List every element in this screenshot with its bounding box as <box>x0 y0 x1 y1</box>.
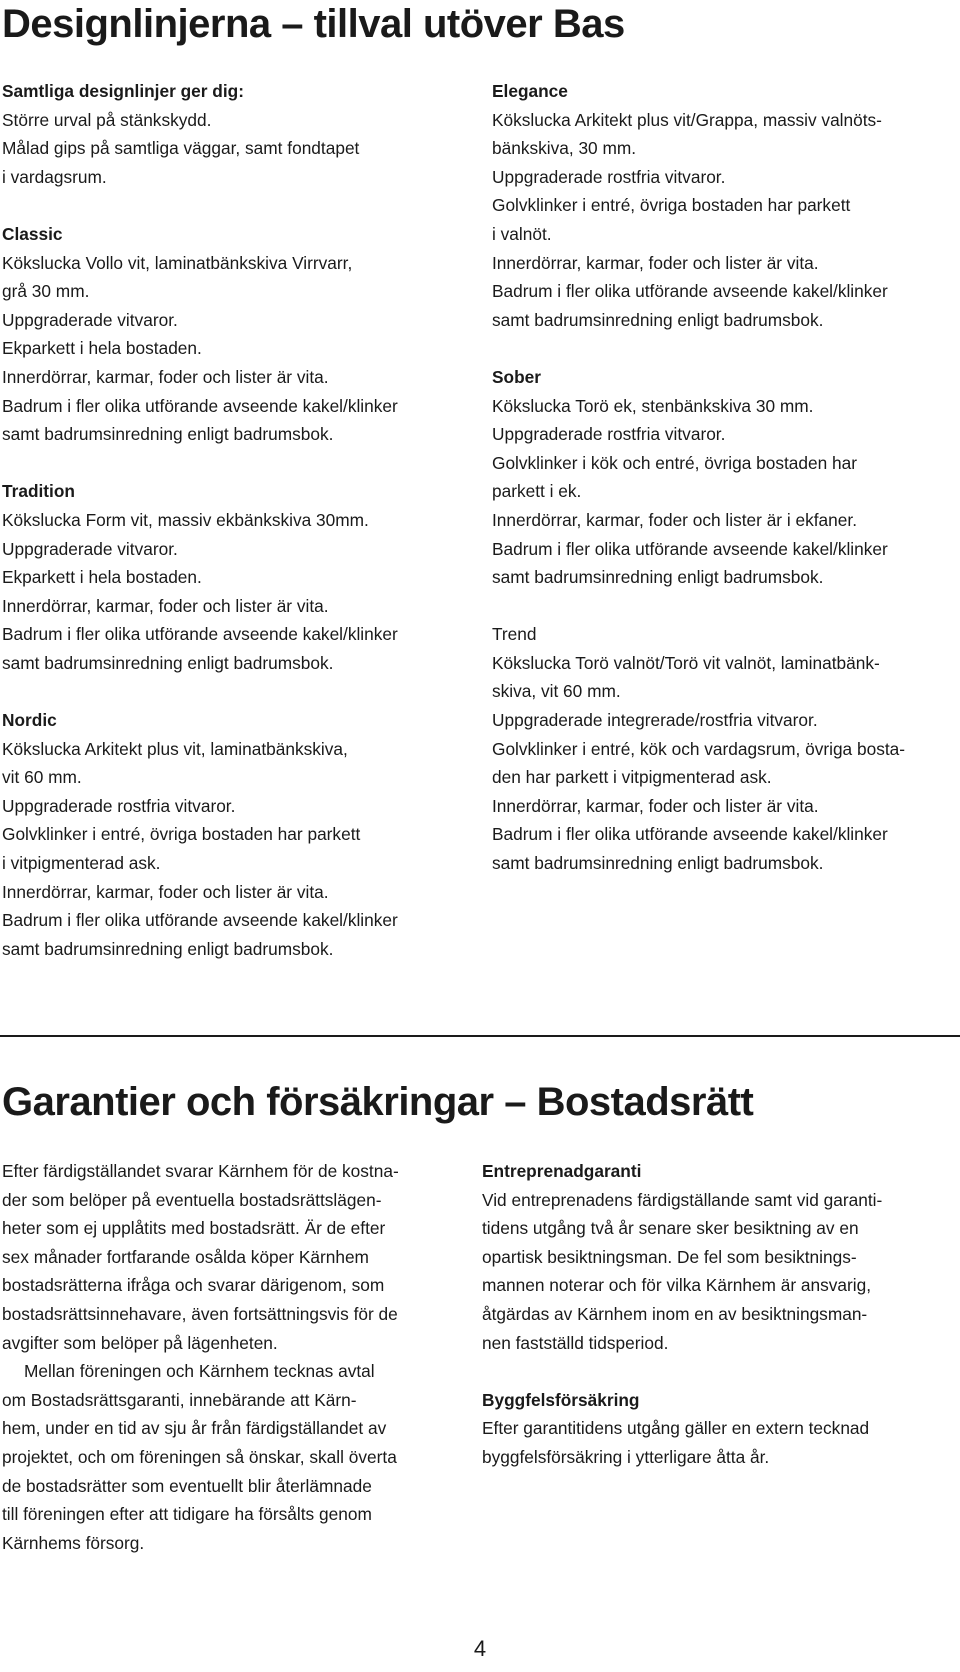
section-line: Badrum i fler olika utförande avseende kakel/klinker <box>2 910 398 931</box>
section-entreprenadgaranti <box>482 1157 942 1357</box>
section-line: Innerdörrar, karmar, foder och lister är vita. <box>492 252 819 273</box>
section-nordic <box>2 706 462 963</box>
section-line: samt badrumsinredning enligt badrumsbok. <box>492 853 824 874</box>
section-line: Badrum i fler olika utförande avseende kakel/klinker <box>492 824 888 845</box>
body-line: Efter färdigställandet svarar Kärnhem för de kostna- <box>2 1161 399 1181</box>
section-line: Uppgraderade rostfria vitvaror. <box>492 166 726 187</box>
section-line: Golvklinker i kök och entré, övriga bostaden har <box>492 452 858 473</box>
section-line: Kökslucka Vollo vit, laminatbänkskiva Virrvarr, <box>2 252 353 273</box>
section-tradition <box>2 477 462 677</box>
section-line: Ekparkett i hela bostaden. <box>2 567 202 588</box>
section-line: Uppgraderade vitvaror. <box>2 538 178 559</box>
section-line: Badrum i fler olika utförande avseende kakel/klinker <box>492 538 888 559</box>
section-heading: Elegance <box>492 81 568 101</box>
section-heading: Nordic <box>2 710 57 731</box>
section-line: byggfelsförsäkring i ytterligare åtta år. <box>482 1446 770 1467</box>
page-number: 4 <box>473 1636 487 1661</box>
guarantee-left-column <box>2 1157 462 1557</box>
section-line: samt badrumsinredning enligt badrumsbok. <box>492 567 824 588</box>
section-line: Kökslucka Arkitekt plus vit/Grappa, massiv valnöts- <box>492 109 882 130</box>
section-heading: Byggfelsförsäkring <box>482 1389 640 1410</box>
body-line: bostadsrättsinnehavare, även fortsättningsvis för de <box>2 1303 398 1324</box>
body-line: de bostadsrätter som eventuellt blir återlämnade <box>2 1475 372 1496</box>
page-title: Designlinjerna – tillval utöver Bas <box>2 2 625 46</box>
section-line: samt badrumsinredning enligt badrumsbok. <box>2 652 334 673</box>
body-line: till föreningen efter att tidigare ha försålts genom <box>2 1504 372 1525</box>
section-heading: Tradition <box>2 481 75 502</box>
section-heading: Sober <box>492 366 541 387</box>
section-line: Kökslucka Torö ek, stenbänkskiva 30 mm. <box>492 395 814 416</box>
section-line: bänkskiva, 30 mm. <box>492 138 637 159</box>
body-line: projektet, och om föreningen så önskar, skall överta <box>2 1446 397 1467</box>
section-line: samt badrumsinredning enligt badrumsbok. <box>2 938 334 959</box>
section-line: Golvklinker i entré, övriga bostaden har parkett <box>2 824 361 845</box>
intro-line: i vardagsrum. <box>2 166 107 187</box>
section-line: Golvklinker i entré, övriga bostaden har parkett <box>492 195 851 216</box>
section-byggfelsforsakring <box>482 1386 942 1472</box>
section-title-guarantees: Garantier och försäkringar – Bostadsrätt <box>2 1080 754 1124</box>
intro-line: Målad gips på samtliga väggar, samt fondtapet <box>2 138 360 159</box>
section-line: opartisk besiktningsman. De fel som besiktnings- <box>482 1246 857 1267</box>
section-line: Ekparkett i hela bostaden. <box>2 338 202 359</box>
section-line: nen fastställd tidsperiod. <box>482 1332 669 1353</box>
section-line: Innerdörrar, karmar, foder och lister är vita. <box>2 881 329 902</box>
section-line: Uppgraderade integrerade/rostfria vitvaror. <box>492 710 818 731</box>
section-line: skiva, vit 60 mm. <box>492 681 621 702</box>
body-line: bostadsrätterna ifråga och svarar därigenom, som <box>2 1275 385 1296</box>
body-line: hem, under en tid av sju år från färdigställandet av <box>2 1418 387 1439</box>
intro-heading: Samtliga designlinjer ger dig: <box>2 81 244 101</box>
section-heading: Entreprenadgaranti <box>482 1161 642 1181</box>
body-line: Kärnhems försorg. <box>2 1532 145 1553</box>
body-line: sex månader fortfarande osålda köper Kärnhem <box>2 1246 369 1267</box>
section-line: Badrum i fler olika utförande avseende kakel/klinker <box>2 624 398 645</box>
section-line: Uppgraderade vitvaror. <box>2 309 178 330</box>
section-line: åtgärdas av Kärnhem inom en av besiktningsman- <box>482 1303 868 1324</box>
section-line: Innerdörrar, karmar, foder och lister är vita. <box>2 595 329 616</box>
section-line: Vid entreprenadens färdigställande samt vid garanti- <box>482 1189 883 1210</box>
body-line: Mellan föreningen och Kärnhem tecknas avtal <box>24 1361 375 1382</box>
section-line: Uppgraderade rostfria vitvaror. <box>2 795 236 816</box>
section-line: i valnöt. <box>492 223 552 244</box>
section-line: Kökslucka Form vit, massiv ekbänkskiva 30mm. <box>2 509 369 530</box>
section-sober <box>492 363 952 592</box>
section-line: Innerdörrar, karmar, foder och lister är vita. <box>492 795 819 816</box>
section-line: Badrum i fler olika utförande avseende kakel/klinker <box>2 395 398 416</box>
section-elegance <box>492 77 952 334</box>
section-line: Kökslucka Torö valnöt/Torö vit valnöt, laminatbänk- <box>492 652 880 673</box>
section-line: Innerdörrar, karmar, foder och lister är i ekfaner. <box>492 509 857 530</box>
section-line: Kökslucka Arkitekt plus vit, laminatbänkskiva, <box>2 738 348 759</box>
section-line: tidens utgång två år senare sker besiktning av en <box>482 1218 859 1239</box>
section-line: Badrum i fler olika utförande avseende kakel/klinker <box>492 281 888 302</box>
body-line: avgifter som belöper på lägenheten. <box>2 1332 278 1353</box>
section-line: Uppgraderade rostfria vitvaror. <box>492 424 726 445</box>
section-heading: Classic <box>2 223 63 244</box>
intro-line: Större urval på stänkskydd. <box>2 109 212 130</box>
section-line: Golvklinker i entré, kök och vardagsrum, övriga bosta- <box>492 738 906 759</box>
body-line: om Bostadsrättsgaranti, innebärande att Kärn- <box>2 1389 357 1410</box>
body-line: heter som ej upplåtits med bostadsrätt. Är de efter <box>2 1218 386 1239</box>
section-line: mannen noterar och för vilka Kärnhem är ansvarig, <box>482 1275 872 1296</box>
left-column <box>2 77 462 992</box>
section-line: samt badrumsinredning enligt badrumsbok. <box>2 424 334 445</box>
section-line: i vitpigmenterad ask. <box>2 853 161 874</box>
guarantee-right-column <box>482 1157 942 1500</box>
section-divider <box>0 1035 960 1037</box>
section-classic <box>2 220 462 449</box>
section-heading: Trend <box>492 624 537 645</box>
section-line: Efter garantitidens utgång gäller en extern tecknad <box>482 1418 870 1439</box>
body-line: der som belöper på eventuella bostadsrättslägen- <box>2 1189 382 1210</box>
intro-section <box>2 77 462 191</box>
section-trend <box>492 620 952 877</box>
section-line: den har parkett i vitpigmenterad ask. <box>492 767 772 788</box>
section-line: parkett i ek. <box>492 481 582 502</box>
section-line: vit 60 mm. <box>2 767 82 788</box>
section-line: grå 30 mm. <box>2 281 90 302</box>
right-column <box>492 77 952 906</box>
section-line: samt badrumsinredning enligt badrumsbok. <box>492 309 824 330</box>
section-line: Innerdörrar, karmar, foder och lister är vita. <box>2 366 329 387</box>
